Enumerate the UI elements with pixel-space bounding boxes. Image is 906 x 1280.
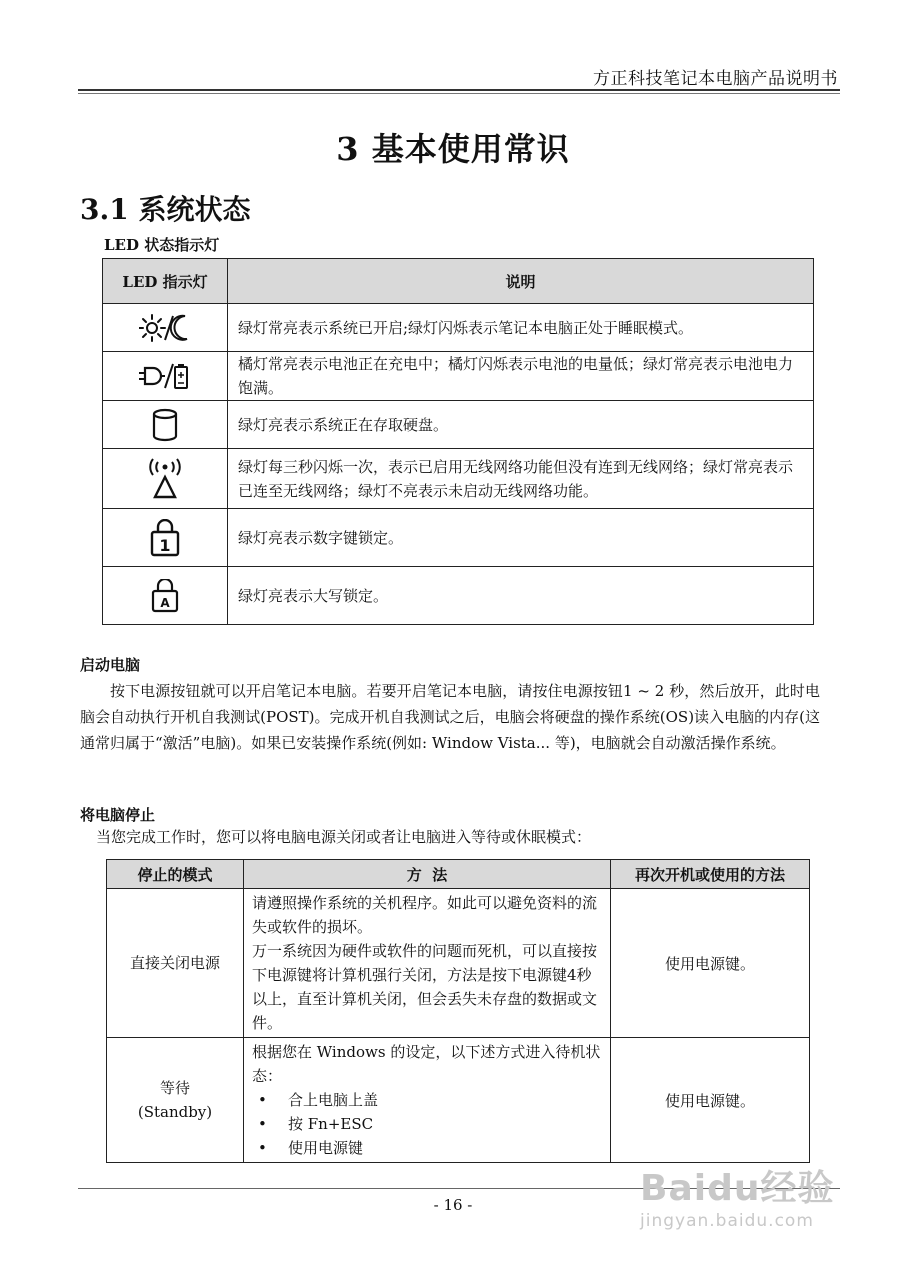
restart-column-header: 再次开机或使用的方法 bbox=[611, 860, 810, 889]
header-title: 方正科技笔记本电脑产品说明书 bbox=[593, 69, 838, 89]
baidu-watermark bbox=[640, 1160, 870, 1260]
startup-paragraph: 按下电源按钮就可以开启笔记本电脑。若要开启笔记本电脑，请按住电源按钮1 ~ 2 秒，然后放开，此时电脑会自动执行开机自我测试(POST)。完成开机自我测试之后，电脑会将硬盘的操作系统(OS)读入电脑的内存(这通常归属于“激活”电脑)。如果已安装操作系统(例如: Window Vista... 等)，电脑就会自动激活操作系统。 bbox=[80, 682, 820, 752]
mode-subname: (Standby) bbox=[137, 1103, 213, 1121]
led-description: 橘灯常亮表示电池正在充电中；橘灯闪烁表示电池的电量低；绿灯常亮表示电池电力饱满。 bbox=[228, 352, 814, 401]
startup-title: 启动电脑 bbox=[80, 656, 141, 674]
list-item: • 合上电脑上盖 bbox=[252, 1088, 602, 1112]
bullet-icon: • bbox=[258, 1115, 267, 1133]
section-title: 3.1 系统状态 bbox=[80, 193, 251, 226]
table-row bbox=[107, 1038, 810, 1163]
caps-lock-icon bbox=[150, 579, 180, 613]
header-divider bbox=[78, 89, 840, 94]
method-text: 万一系统因为硬件或软件的问题而死机，可以直接按下电源键将计算机强行关闭，方法是按下电源键4秒以上，直至计算机关闭，但会丢失未存盘的数据或文件。 bbox=[252, 942, 598, 1032]
led-description: 绿灯常亮表示系统已开启;绿灯闪烁表示笔记本电脑正处于睡眠模式。 bbox=[228, 304, 814, 352]
description-column-header: 说明 bbox=[228, 259, 814, 304]
led-description: 绿灯亮表示系统正在存取硬盘。 bbox=[228, 401, 814, 449]
method-column-header: 方 法 bbox=[244, 860, 611, 889]
led-description: 绿灯亮表示大写锁定。 bbox=[228, 567, 814, 625]
hard-disk-icon bbox=[150, 408, 180, 442]
list-item: • 按 Fn+ESC bbox=[252, 1112, 602, 1136]
battery-charge-icon bbox=[139, 360, 191, 392]
table-row bbox=[103, 401, 814, 449]
led-description: 绿灯每三秒闪烁一次，表示已启用无线网络功能但没有连到无线网络；绿灯常亮表示已连至无线网络；绿灯不亮表示未启动无线网络功能。 bbox=[228, 449, 814, 509]
led-description: 绿灯亮表示数字键锁定。 bbox=[228, 509, 814, 567]
method-text: 请遵照操作系统的关机程序。如此可以避免资料的流失或软件的损坏。 bbox=[252, 894, 598, 936]
caps-lock-label: A bbox=[160, 595, 170, 610]
led-column-header: LED 指示灯 bbox=[103, 259, 228, 304]
chapter-title: 3 基本使用常识 bbox=[336, 130, 570, 168]
num-lock-label: 1 bbox=[159, 535, 171, 555]
shutdown-mode-table bbox=[106, 859, 810, 1163]
method-text: 根据您在 Windows 的设定，以下述方式进入待机状态： bbox=[252, 1043, 601, 1085]
table-row bbox=[103, 509, 814, 567]
table-row bbox=[103, 352, 814, 401]
mode-name: 等待 bbox=[159, 1079, 190, 1097]
list-item: • 使用电源键 bbox=[252, 1136, 602, 1160]
table-row bbox=[103, 304, 814, 352]
watermark-brand: Baidu经验 bbox=[640, 1168, 835, 1209]
page-number: - 16 - bbox=[433, 1196, 473, 1214]
watermark-url: jingyan.baidu.com bbox=[640, 1211, 814, 1231]
table-row bbox=[103, 567, 814, 625]
shutdown-intro: 当您完成工作时，您可以将电脑电源关闭或者让电脑进入等待或休眠模式： bbox=[96, 828, 592, 846]
power-sleep-icon bbox=[139, 312, 191, 344]
restart-method: 使用电源键。 bbox=[611, 1038, 810, 1163]
mode-column-header: 停止的模式 bbox=[107, 860, 244, 889]
restart-method: 使用电源键。 bbox=[611, 889, 810, 1038]
num-lock-icon bbox=[149, 519, 181, 557]
led-status-table bbox=[102, 258, 814, 625]
shutdown-title: 将电脑停止 bbox=[80, 806, 156, 824]
bullet-icon: • bbox=[258, 1091, 267, 1109]
led-table-caption: LED 状态指示灯 bbox=[104, 236, 220, 254]
bullet-icon: • bbox=[258, 1139, 267, 1157]
mode-name: 直接关闭电源 bbox=[129, 954, 220, 972]
table-row bbox=[107, 889, 810, 1038]
wireless-icon bbox=[143, 458, 187, 500]
table-row bbox=[103, 449, 814, 509]
